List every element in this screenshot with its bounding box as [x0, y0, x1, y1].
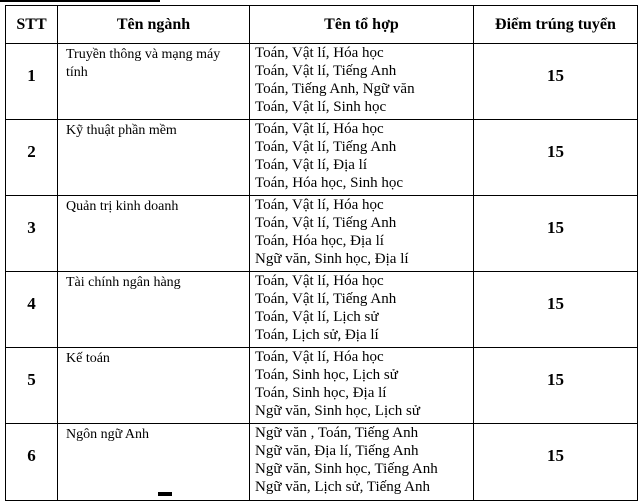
- subject-combinations: [250, 348, 474, 424]
- major-name: Ngôn ngữ Anh: [58, 424, 250, 501]
- header-stt: STT: [6, 6, 58, 44]
- combination: Toán, Vật lí, Hóa học: [255, 121, 384, 137]
- table-row: [6, 120, 638, 196]
- combination: Ngữ văn, Sinh học, Địa lí: [255, 251, 409, 267]
- subject-combinations: [250, 424, 474, 501]
- table-row: [6, 196, 638, 272]
- combination: Ngữ văn, Lịch sử, Tiếng Anh: [255, 479, 431, 495]
- subject-combinations: [250, 196, 474, 272]
- combination: Toán, Hóa học, Sinh học: [255, 175, 404, 191]
- admission-score: 15: [547, 446, 564, 465]
- major-name: Kế toán: [58, 348, 250, 424]
- table-header-row: [6, 6, 638, 44]
- combination: Toán, Vật lí, Lịch sử: [255, 309, 379, 325]
- subject-combinations: [250, 272, 474, 348]
- combination: Ngữ văn, Địa lí, Tiếng Anh: [255, 443, 419, 459]
- combination: Toán, Lịch sử, Địa lí: [255, 327, 379, 343]
- row-number: 1: [27, 66, 36, 85]
- row-number: 2: [27, 142, 36, 161]
- admission-score: 15: [547, 294, 564, 313]
- combination: Toán, Vật lí, Tiếng Anh: [255, 215, 397, 231]
- header-score: Điểm trúng tuyển: [474, 6, 638, 44]
- combination: Toán, Sinh học, Lịch sử: [255, 367, 398, 383]
- admission-score: 15: [547, 66, 564, 85]
- combination: Toán, Vật lí, Tiếng Anh: [255, 139, 397, 155]
- row-number: 4: [27, 294, 36, 313]
- combination: Toán, Vật lí, Hóa học: [255, 349, 384, 365]
- combination: Toán, Tiếng Anh, Ngữ văn: [255, 81, 415, 97]
- combination: Toán, Vật lí, Hóa học: [255, 197, 384, 213]
- header-major: Tên ngành: [58, 6, 250, 44]
- major-name: Truyền thông và mạng máy tính: [58, 44, 250, 120]
- table-row: [6, 424, 638, 501]
- subject-combinations: [250, 120, 474, 196]
- table-row: [6, 44, 638, 120]
- combination: Toán, Vật lí, Địa lí: [255, 157, 367, 173]
- major-name: Kỹ thuật phần mềm: [58, 120, 250, 196]
- header-combination: Tên tổ hợp: [250, 6, 474, 44]
- combination: Toán, Vật lí, Tiếng Anh: [255, 63, 397, 79]
- combination: Toán, Hóa học, Địa lí: [255, 233, 384, 249]
- admission-score: 15: [547, 142, 564, 161]
- table-row: [6, 272, 638, 348]
- row-number: 3: [27, 218, 36, 237]
- combination: Ngữ văn, Sinh học, Lịch sử: [255, 403, 420, 419]
- row-number: 5: [27, 370, 36, 389]
- admission-score: 15: [547, 370, 564, 389]
- admission-score: 15: [547, 218, 564, 237]
- cropped-text-fragment-bottom: [158, 492, 172, 496]
- major-name: Tài chính ngân hàng: [58, 272, 250, 348]
- combination: Toán, Vật lí, Tiếng Anh: [255, 291, 397, 307]
- combination: Toán, Vật lí, Hóa học: [255, 273, 384, 289]
- combination: Toán, Sinh học, Địa lí: [255, 385, 387, 401]
- combination: Ngữ văn, Sinh học, Tiếng Anh: [255, 461, 438, 477]
- row-number: 6: [27, 446, 36, 465]
- admission-score-table: [5, 5, 638, 501]
- subject-combinations: [250, 44, 474, 120]
- combination: Toán, Vật lí, Hóa học: [255, 45, 384, 61]
- cropped-text-fragment-top: [0, 0, 160, 2]
- table-row: [6, 348, 638, 424]
- combination: Ngữ văn , Toán, Tiếng Anh: [255, 425, 419, 441]
- combination: Toán, Vật lí, Sinh học: [255, 99, 387, 115]
- major-name: Quản trị kinh doanh: [58, 196, 250, 272]
